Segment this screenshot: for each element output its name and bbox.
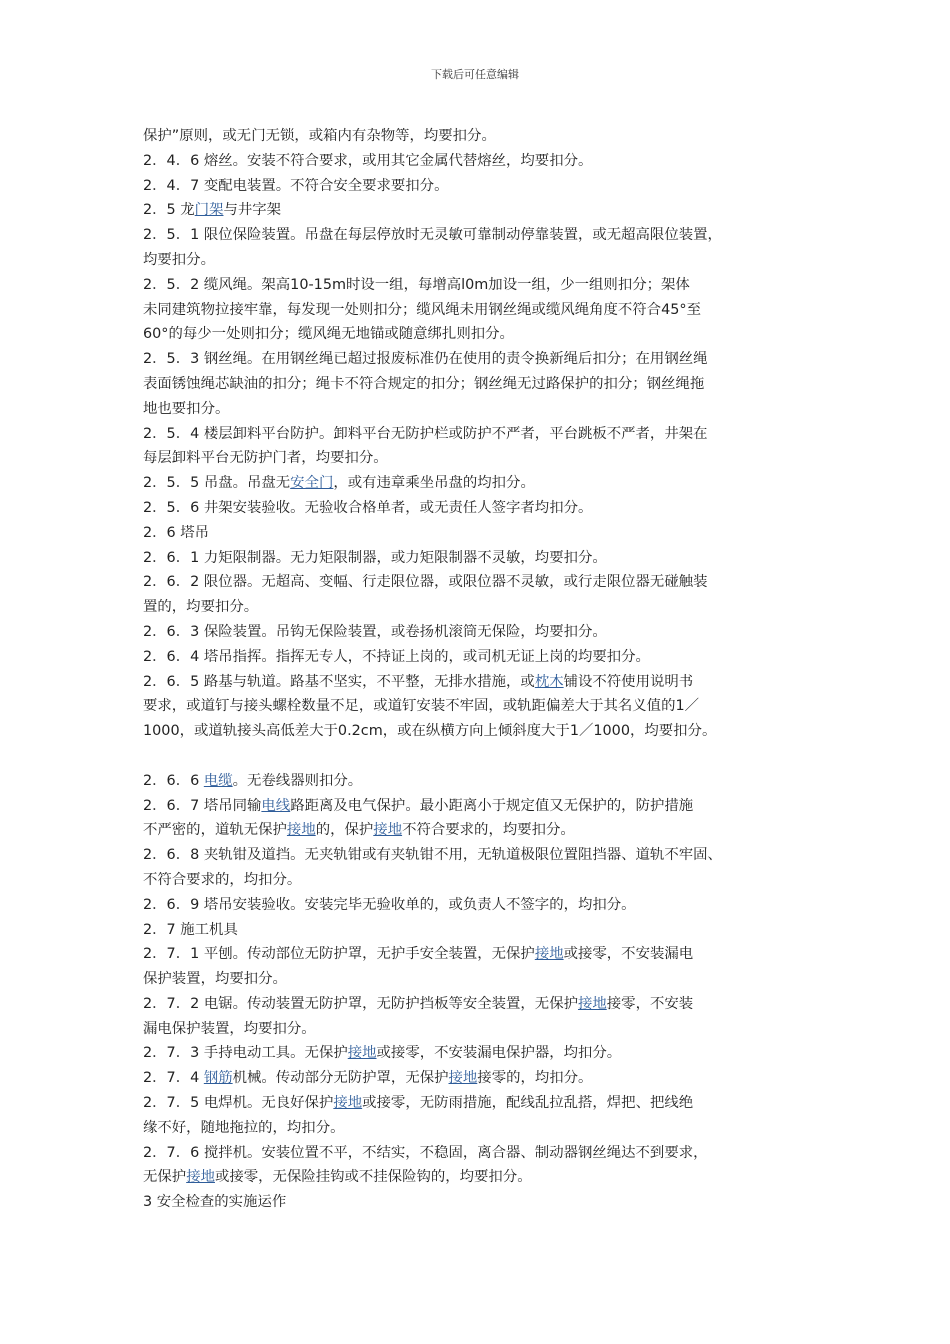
line-text: 或接零，不安装漏电保护器，均扣分。 [376, 1045, 622, 1062]
line-text: 无保护 [143, 1169, 187, 1186]
inline-link[interactable]: 接地 [186, 1169, 215, 1186]
text-line [143, 248, 819, 273]
inline-link[interactable]: 枕木 [534, 673, 564, 690]
line-text: 2．4．6 熔丝。安装不符合要求，或用其它金属代替熔丝，均要扣分。 [143, 152, 593, 169]
text-line [143, 918, 819, 943]
inline-link[interactable]: 接地 [534, 946, 564, 963]
line-text: 2．6．8 夹轨钳及道挡。无夹轨钳或有夹轨钳不用，无轨道极限位置阻挡器、道轨不牢固、 [143, 847, 722, 864]
line-text: 2．6 塔吊 [143, 524, 210, 541]
document-body [143, 124, 819, 1215]
inline-link[interactable]: 电线 [261, 797, 291, 814]
line-text: 3 安全检查的实施运作 [143, 1194, 287, 1211]
line-text: 2．4．7 变配电装置。不符合安全要求要扣分。 [143, 177, 449, 194]
line-text: 2．6．2 限位器。无超高、变幅、行走限位器，或限位器不灵敏，或行走限位器无碰触装 [143, 574, 708, 591]
line-text: 2．6．1 力矩限制器。无力矩限制器，或力矩限制器不灵敏，均要扣分。 [143, 549, 607, 566]
inline-link[interactable]: 接地 [347, 1045, 377, 1062]
text-line [143, 124, 819, 149]
line-text: 均要扣分。 [143, 251, 215, 268]
line-text: 或接零，无防雨措施，配线乱拉乱搭，焊把、把线绝 [362, 1095, 694, 1112]
line-text: 的，保护 [315, 822, 374, 839]
line-text: 每层卸料平台无防护门者，均要扣分。 [143, 450, 388, 467]
inline-link[interactable]: 接地 [577, 995, 607, 1012]
line-text: 2．5．2 缆风绳。架高10-15m时设一组，每增高l0m加设一组，少一组则扣分；架体 [143, 276, 690, 293]
line-text: 要求，或道钉与接头螺栓数量不足，或道钉安装不牢固，或轨距偏差大于其名义值的1／ [143, 698, 700, 715]
inline-link[interactable]: 接地 [333, 1095, 363, 1112]
line-text: 不符合要求的，均要扣分。 [402, 822, 575, 839]
text-line [143, 446, 819, 471]
line-text: 2．7．6 搅拌机。安装位置不平，不结实，不稳固，离合器、制动器钢丝绳达不到要求， [143, 1144, 708, 1161]
line-text: 或接零，不安装漏电 [563, 946, 694, 963]
line-text: 未同建筑物拉接牢靠，每发现一处则扣分；缆风绳未用钢丝绳或缆风绳角度不符合45°至 [143, 301, 701, 318]
line-text: 2．5 龙 [143, 202, 195, 219]
blank-line [143, 744, 819, 769]
line-text: 2．7 施工机具 [143, 921, 238, 938]
text-line [143, 149, 819, 174]
text-line [143, 719, 819, 744]
line-text: 2．5．1 限位保险装置。吊盘在每层停放时无灵敏可靠制动停靠装置，或无超高限位装置， [143, 227, 722, 244]
line-text: 2．6．6 [143, 772, 204, 789]
line-text: 2．7．5 电焊机。无良好保护 [143, 1095, 334, 1112]
line-text: 2．7．1 平刨。传动部位无防护罩，无护手安全装置，无保护 [143, 946, 535, 963]
text-line [143, 843, 819, 868]
line-text: 2．5．3 钢丝绳。在用钢丝绳已超过报废标准仍在使用的责令换新绳后扣分；在用钢丝绳 [143, 351, 708, 368]
line-text: 2．6．9 塔吊安装验收。安装完毕无验收单的，或负责人不签字的，均扣分。 [143, 896, 636, 913]
line-text: 地也要扣分。 [143, 400, 230, 417]
text-line [143, 1041, 819, 1066]
text-line [143, 1165, 819, 1190]
line-text: 60°的每少一处则扣分；缆风绳无地锚或随意绑扎则扣分。 [143, 326, 514, 343]
line-text: 置的，均要扣分。 [143, 599, 259, 616]
text-line [143, 298, 819, 323]
line-text: 。无卷线器则扣分。 [232, 772, 363, 789]
text-line [143, 818, 819, 843]
text-line [143, 992, 819, 1017]
line-text: 2．6．3 保险装置。吊钩无保险装置，或卷扬机滚筒无保险，均要扣分。 [143, 623, 607, 640]
inline-link[interactable]: 门架 [194, 202, 224, 219]
line-text: 不严密的，道轨无保护 [143, 822, 287, 839]
text-line [143, 372, 819, 397]
line-text: 接零，不安装 [606, 995, 694, 1012]
text-line [143, 347, 819, 372]
text-line [143, 397, 819, 422]
line-text: 保护装置，均要扣分。 [143, 971, 287, 988]
line-text: 铺设不符使用说明书 [563, 673, 694, 690]
text-line [143, 967, 819, 992]
text-line [143, 521, 819, 546]
text-line [143, 868, 819, 893]
line-text: 2．5．6 井架安装验收。无验收合格单者，或无责任人签字者均扣分。 [143, 499, 593, 516]
text-line [143, 670, 819, 695]
text-line [143, 1116, 819, 1141]
text-line [143, 422, 819, 447]
text-line [143, 322, 819, 347]
text-line [143, 769, 819, 794]
text-line [143, 546, 819, 571]
line-text: 2．7．2 电锯。传动装置无防护罩，无防护挡板等安全装置，无保护 [143, 995, 578, 1012]
text-line [143, 198, 819, 223]
line-text: 保护”原则，或无门无锁，或箱内有杂物等，均要扣分。 [143, 128, 496, 144]
line-text: 2．7．4 [143, 1070, 204, 1087]
text-line [143, 694, 819, 719]
text-line [143, 1190, 819, 1215]
line-text: 与井字架 [223, 202, 282, 219]
line-text: 2．7．3 手持电动工具。无保护 [143, 1045, 348, 1062]
line-text: 2．6．7 塔吊同输 [143, 797, 262, 814]
line-text: 1000，或道轨接头高低差大于0.2cm，或在纵横方向上倾斜度大于1／1000，均要扣分。 [143, 723, 717, 740]
text-line [143, 794, 819, 819]
inline-link[interactable]: 电缆 [203, 772, 233, 789]
text-line [143, 570, 819, 595]
text-line [143, 1017, 819, 1042]
line-text: 漏电保护装置，均要扣分。 [143, 1020, 316, 1037]
text-line [143, 1141, 819, 1166]
line-text: ，或有违章乘坐吊盘的均扣分。 [333, 475, 535, 492]
text-line [143, 942, 819, 967]
inline-link[interactable]: 接地 [286, 822, 316, 839]
line-text: 或接零，无保险挂钩或不挂保险钩的，均要扣分。 [214, 1169, 532, 1186]
inline-link[interactable]: 接地 [448, 1070, 478, 1087]
text-line [143, 273, 819, 298]
line-text: 缘不好，随地拖拉的，均扣分。 [143, 1119, 345, 1136]
text-line [143, 496, 819, 521]
text-line [143, 595, 819, 620]
line-text: 表面锈蚀绳芯缺油的扣分；绳卡不符合规定的扣分；钢丝绳无过路保护的扣分；钢丝绳拖 [143, 375, 705, 392]
line-text: 2．6．5 路基与轨道。路基不坚实，不平整，无排水措施，或 [143, 673, 535, 690]
line-text: 路距离及电气保护。最小距离小于规定值又无保护的，防护措施 [290, 797, 694, 814]
inline-link[interactable]: 安全门 [290, 475, 334, 492]
text-line [143, 174, 819, 199]
line-text: 2．6．4 塔吊指挥。指挥无专人，不持证上岗的，或司机无证上岗的均要扣分。 [143, 648, 650, 665]
text-line [143, 893, 819, 918]
line-text: 不符合要求的，均扣分。 [143, 871, 302, 888]
line-text: 接零的，均扣分。 [477, 1070, 593, 1087]
text-line [143, 1091, 819, 1116]
text-line [143, 620, 819, 645]
text-line [143, 645, 819, 670]
text-line [143, 471, 819, 496]
inline-link[interactable]: 钢筋 [203, 1070, 233, 1087]
text-line [143, 223, 819, 248]
line-text: 2．5．5 吊盘。吊盘无 [143, 475, 291, 492]
inline-link[interactable]: 接地 [373, 822, 403, 839]
line-text: 2．5．4 楼层卸料平台防护。卸料平台无防护栏或防护不严者，平台跳板不严者，井架在 [143, 425, 708, 442]
page-header: 下载后可任意编辑 [431, 68, 519, 81]
line-text: 机械。传动部分无防护罩，无保护 [232, 1070, 449, 1087]
text-line [143, 1066, 819, 1091]
